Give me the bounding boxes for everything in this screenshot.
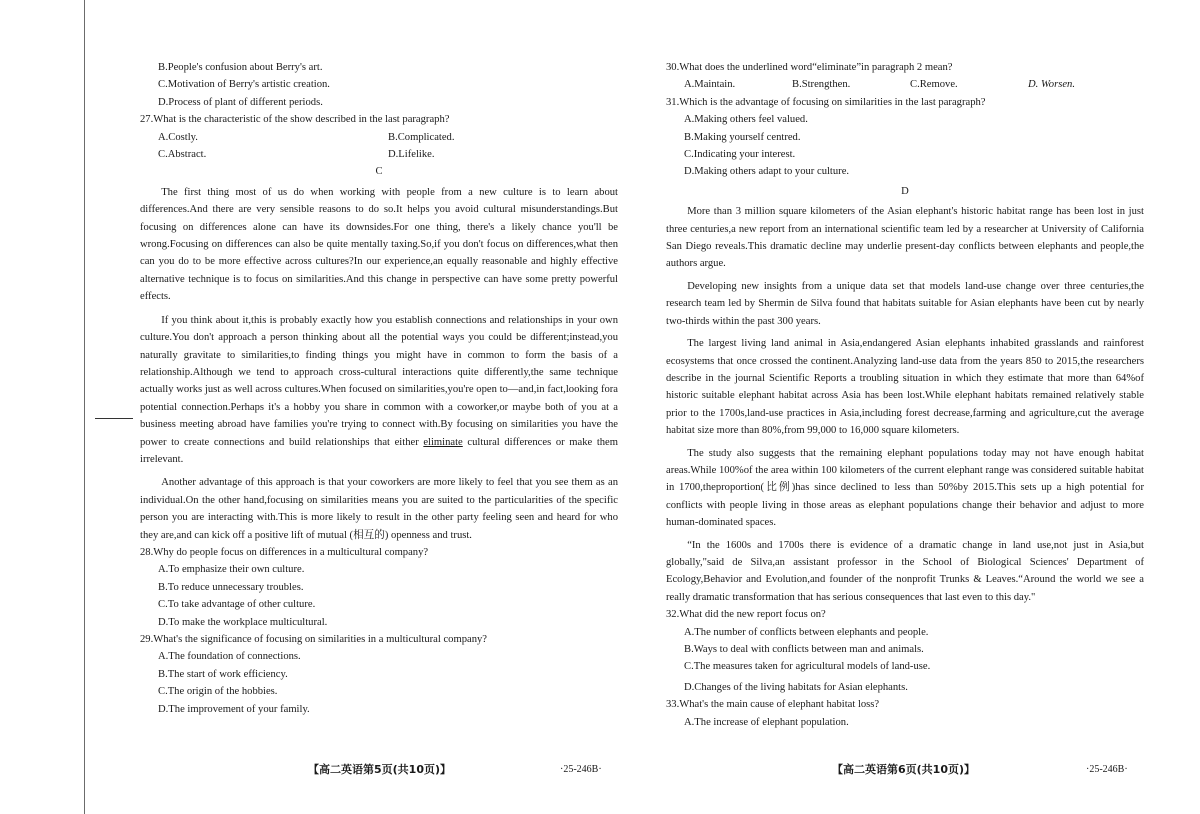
right-page-column [666, 59, 1144, 731]
section-heading-d: D [901, 185, 909, 197]
q31-option-c: C.Indicating your interest. [684, 149, 796, 161]
passage-d-paragraph-4: The study also suggests that the remaining elephant populations today may not have enough habitat areas.While 100%of the area within 100 kilometers of the current elephant range was considered suitable habitat in 1700,theproportion(比例)has since declined to less than 50%by 2015.This sets up a high potential for conflicts with people living in those areas as elephant populations change their behavior and adjust to more human-dominated spaces. [666, 447, 1144, 529]
q30-option-a: A.Maintain. [684, 79, 736, 91]
passage-c-paragraph-2-text-b: cultural differences or make them irrelevant. [140, 436, 619, 465]
q29-stem: 29.What's the significance of focusing on similarities in a multicultural company? [140, 634, 487, 645]
passage-d-paragraph-2: Developing new insights from a unique data set that models land-use change over three centuries,the research team led by Shermin de Silva found that habitats suitable for Asian elephants have been cut by nearly two-thirds within the past 300 years. [666, 280, 1144, 327]
right-page-code: ·25-246B· [1086, 764, 1128, 775]
binding-margin-tick [95, 418, 133, 419]
left-page-number: 【高二英语第5页(共10页)】 [308, 763, 452, 776]
q27-option-a: A.Costly. [158, 131, 198, 143]
q32-option-b: B.Ways to deal with conflicts between man and animals. [684, 644, 924, 655]
passage-d-paragraph-5: “In the 1600s and 1700s there is evidence of a dramatic change in land use,not just in Asia,but globally,"said de Silva,an assistant professor in the School of Biological Sciences' Department of Ecology,Behavior and Evolution,and founder of the nonprofit Trunks & Leaves.“Around the world we see a really dramatic transformation that has serious consequences that last even to this day." [666, 539, 1144, 603]
right-page-number: 【高二英语第6页(共10页)】 [832, 763, 976, 776]
q33-stem: 33.What's the main cause of elephant habitat loss? [666, 699, 880, 711]
q30-options [666, 76, 1144, 93]
q30-option-d: D. Worsen. [1028, 79, 1075, 91]
q26-option-b: B.People's confusion about Berry's art. [158, 62, 323, 73]
q31-option-b: B.Making yourself centred. [684, 131, 801, 143]
q27-stem: 27.What is the characteristic of the show described in the last paragraph? [140, 114, 450, 126]
passage-d-paragraph-1: More than 3 million square kilometers of the Asian elephant's historic habitat range has been lost in just three centuries,a new report from an international scientific team led by a researcher at University of California San Diego reveals.This dramatic decline may underlie present-day conflicts between elephants and people,the authors argue. [666, 206, 1144, 270]
left-page-code-wrap [560, 761, 602, 778]
q28-stem: 28.Why do people focus on differences in a multicultural company? [140, 546, 429, 558]
q28-option-d: D.To make the workplace multicultural. [158, 616, 328, 628]
q28-option-a: A.To emphasize their own culture. [158, 564, 305, 576]
q26-option-d: D.Process of plant of different periods. [158, 96, 323, 108]
q28-option-b: B.To reduce unnecessary troubles. [158, 581, 304, 593]
q30-option-c: C.Remove. [910, 79, 958, 91]
q26-option-c: C.Motivation of Berry's artistic creation. [158, 79, 330, 91]
q33-option-a: A.The increase of elephant population. [684, 716, 849, 728]
q31-option-a: A.Making others feel valued. [684, 114, 808, 126]
q29-option-a: A.The foundation of connections. [158, 651, 301, 663]
q32-option-c: C.The measures taken for agricultural models of land-use. [684, 661, 931, 673]
right-page-footer [832, 761, 975, 779]
q27-options [140, 129, 618, 164]
passage-c-paragraph-3: Another advantage of this approach is that your coworkers are more likely to feel that you see them as an individual.On the other hand,focusing on similarities means you are suited to the particularities of the specific person you are interacting with.This is more likely to result in the other party feeling seen and heard for who they are,and can kick off a positive lift of mutual (相互的) openness and trust. [140, 477, 618, 541]
right-page-code-wrap [1086, 761, 1128, 778]
section-heading-c: C [375, 166, 383, 178]
q27-option-c: C.Abstract. [158, 149, 207, 161]
q30-stem: 30.What does the underlined word“eliminate”in paragraph 2 mean? [666, 62, 953, 73]
passage-d-paragraph-3: The largest living land animal in Asia,endangered Asian elephants inhabited grasslands and rainforest ecosystems that once crossed the continent.Analyzing land-use data from the years 850 to 2015,the researchers describe in the journal Scientific Reports a troubling situation in which they estimate that more than 64%of historic suitable elephant habitat across Asia has been lost.While elephant habitats remained relatively stable prior to the 1700s,land-use practices in Asia,including forest decrease,farming and agriculture,cut the average habitat size more than 80%,from 99,000 to 16,000 square kilometers. [666, 338, 1144, 437]
q31-option-d: D.Making others adapt to your culture. [684, 166, 850, 178]
q32-stem: 32.What did the new report focus on? [666, 609, 826, 621]
q27-option-b: B.Complicated. [388, 131, 455, 143]
q29-option-c: C.The origin of the hobbies. [158, 686, 278, 698]
underlined-word: eliminate [423, 436, 463, 448]
passage-c-paragraph-2 [140, 312, 618, 469]
q30-option-b: B.Strengthen. [792, 79, 851, 91]
left-page-column [140, 59, 618, 718]
left-page-code: ·25-246B· [560, 764, 602, 775]
q28-option-c: C.To take advantage of other culture. [158, 599, 316, 611]
passage-c-paragraph-2-text-a: If you think about it,this is probably exactly how you establish connections and relationships in your own culture.You don't approach a person thinking about all the potential ways you could be different;instead,you naturally gravitate to similarities,to finding things you might have in common to form the basis of a relationship.Although we tend to approach cross-cultural interactions quite differently,the same technique actually works just as well across cultures.When focused on similarities,you're open to—and,in fact,looking fora potential connection.Perhaps it's a hobby you share in common with a coworker,or maybe both of you at a business meeting abroad have families you're trying to connect with.By focusing on similarities you have the power to create connections and build relationships that either [140, 314, 618, 448]
q29-option-b: B.The start of work efficiency. [158, 668, 288, 680]
binding-margin-line [84, 0, 85, 814]
q31-stem: 31.Which is the advantage of focusing on similarities in the last paragraph? [666, 96, 986, 108]
q32-option-a: A.The number of conflicts between elephants and people. [684, 626, 929, 638]
q27-option-d: D.Lifelike. [388, 149, 435, 161]
left-page-footer [308, 761, 451, 779]
q32-option-d: D.Changes of the living habitats for Asian elephants. [684, 681, 908, 693]
q29-option-d: D.The improvement of your family. [158, 703, 310, 715]
passage-c-paragraph-1: The first thing most of us do when working with people from a new culture is to learn about differences.And there are very sensible reasons to do so.It helps you avoid cultural misunderstandings.But focusing on differences alone can have its downsides.For one thing, there's a likely chance you'll be wrong.Focusing on differences can also be quite mentally taxing.So,if you don't focus on differences,what then can you do to be more effective across cultures?In our experience,an equally reasonable and highly effective alternative technique is to focus on similarities.And this change in perspective can have some pretty powerful effects. [140, 186, 618, 303]
